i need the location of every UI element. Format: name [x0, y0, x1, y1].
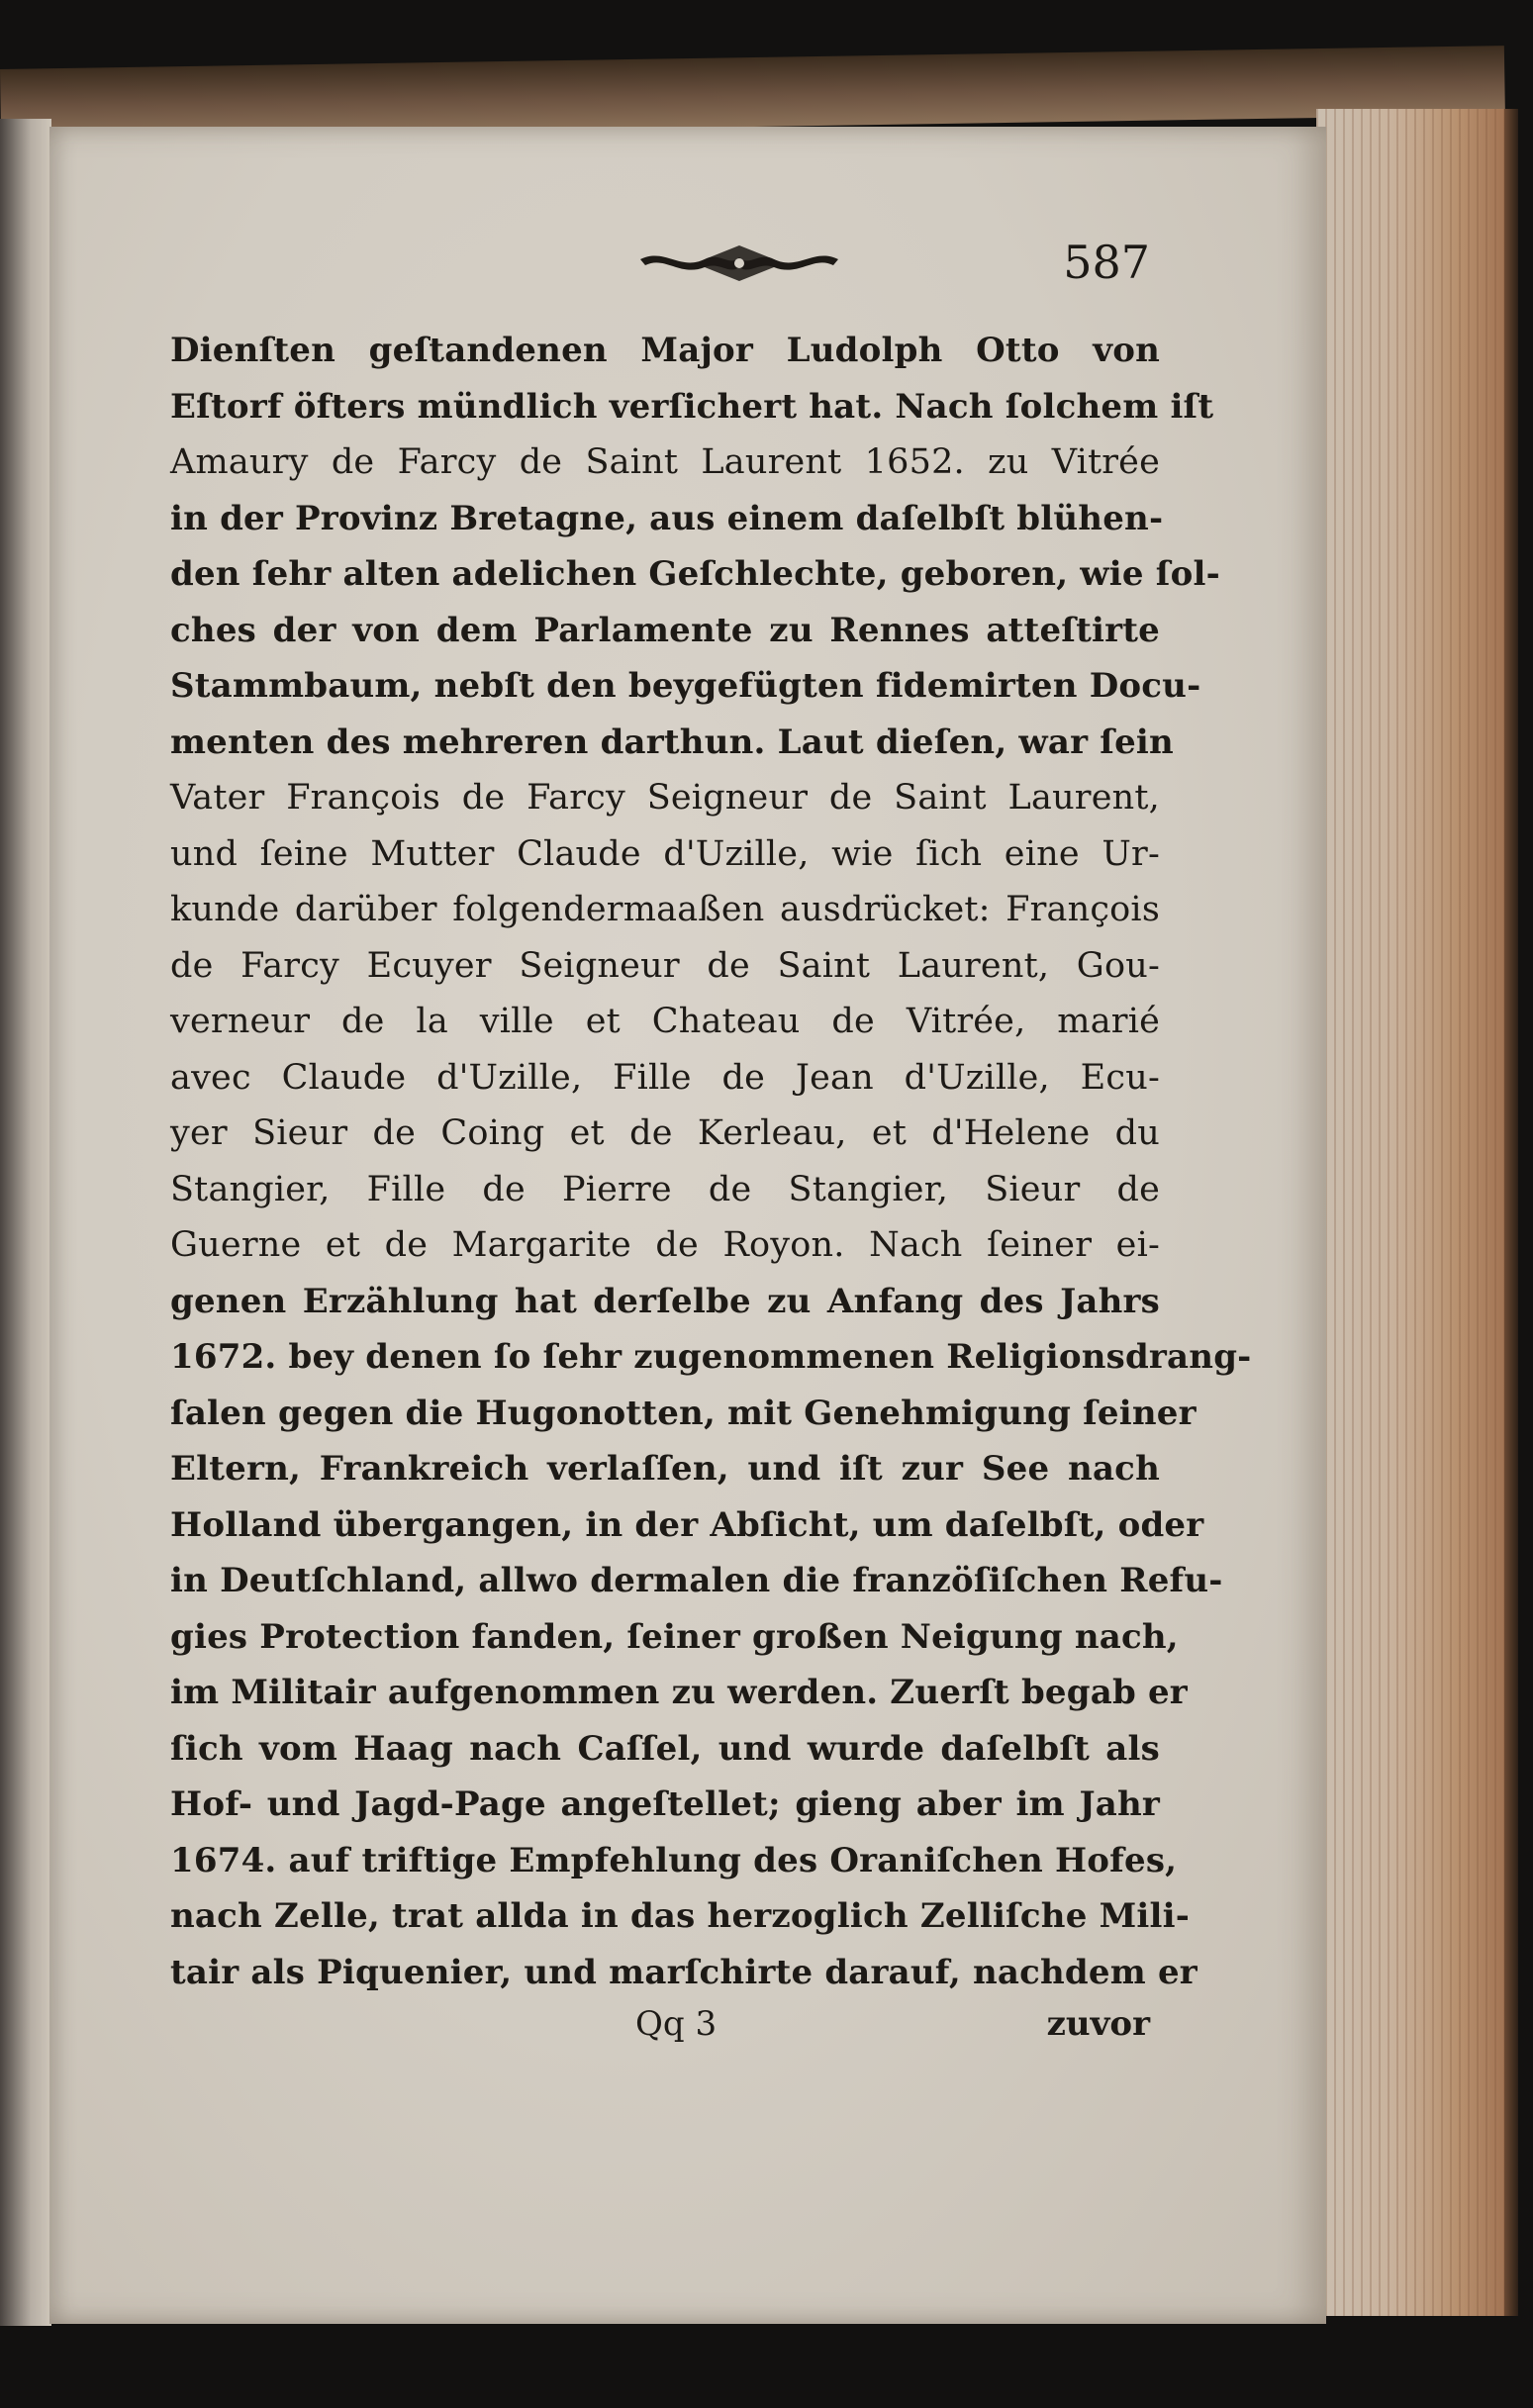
text-line: Amaury de Farcy de Saint Laurent 1652. zu Vitrée [170, 442, 1160, 482]
signature-mark: Qq 3 [635, 2004, 718, 2044]
text-line: in Deutſchland, allwo dermalen die franzöſiſchen Refu- [170, 1561, 1223, 1600]
text-line: in der Provinz Bretagne, aus einem daſelbſt blühen- [170, 498, 1164, 538]
catchword: zuvor [1046, 2004, 1150, 2044]
text-line: Vater François de Farcy Seigneur de Saint Laurent, [170, 778, 1160, 818]
text-line: menten des mehreren darthun. Laut dieſen, war ſein [170, 722, 1174, 762]
page-header [170, 236, 1160, 305]
text-line: Holland übergangen, in der Abſicht, um daſelbſt, oder [170, 1504, 1204, 1545]
text-line: Stangier, Fille de Pierre de Stangier, Sieur de [170, 1169, 1160, 1209]
text-line: im Militair aufgenommen zu werden. Zuerſt begab er [170, 1673, 1188, 1712]
text-line: und ſeine Mutter Claude d'Uzille, wie ſich eine Ur- [170, 833, 1160, 874]
text-line: tair als Piquenier, und marſchirte darauf, nachdem er [170, 1952, 1198, 1992]
text-line: gies Protection fanden, ſeiner großen Neigung nach, [170, 1616, 1179, 1657]
page-footer [170, 2004, 1160, 2064]
text-line: avec Claude d'Uzille, Fille de Jean d'Uzille, Ecu- [170, 1057, 1160, 1098]
text-line: Hof- und Jagd-Page angeſtellet; gieng aber im Jahr [170, 1784, 1160, 1824]
text-line: den ſehr alten adelichen Geſchlechte, geboren, wie ſol- [170, 554, 1220, 594]
text-line: yer Sieur de Coing et de Kerleau, et d'Helene du [170, 1113, 1160, 1153]
text-line: genen Erzählung hat derſelbe zu Anfang des Jahrs [170, 1281, 1160, 1321]
text-line: Stammbaum, nebſt den beygefügten fidemirten Docu- [170, 666, 1201, 706]
text-line: verneur de la ville et Chateau de Vitrée, marié [170, 1002, 1160, 1041]
text-line: kunde darüber folgendermaaßen ausdrücket: François [170, 890, 1160, 929]
text-line: de Farcy Ecuyer Seigneur de Saint Laurent, Gou- [170, 945, 1160, 986]
page-content [170, 236, 1252, 2064]
text-line: ſich vom Haag nach Caſſel, und wurde daſelbſt als [170, 1728, 1160, 1769]
text-line: nach Zelle, trat allda in das herzoglich Zelliſche Mili- [170, 1896, 1191, 1936]
text-line: Dienſten geſtandenen Major Ludolph Otto von [170, 331, 1160, 370]
page-number: 587 [1063, 236, 1150, 289]
book-page [49, 127, 1326, 2324]
text-line: ches der von dem Parlamente zu Rennes atteſtirte [170, 610, 1160, 650]
text-line: Eltern, Frankreich verlaſſen, und iſt zur See nach [170, 1449, 1160, 1489]
text-line: 1674. auf triftige Empfehlung des Oraniſchen Hofes, [170, 1840, 1178, 1880]
text-line: ſalen gegen die Hugonotten, mit Genehmigung ſeiner [170, 1393, 1197, 1433]
page-block-edges [1316, 109, 1504, 2316]
body-text [170, 323, 1252, 2000]
text-line: Eſtorf öfters mündlich verſichert hat. Nach ſolchem iſt [170, 386, 1214, 427]
text-line: Guerne et de Margarite de Royon. Nach ſeiner ei- [170, 1225, 1160, 1265]
left-page-edge [0, 119, 51, 2326]
text-line: 1672. bey denen ſo ſehr zugenommenen Religionsdrang- [170, 1337, 1252, 1377]
ornament-icon [635, 238, 843, 287]
